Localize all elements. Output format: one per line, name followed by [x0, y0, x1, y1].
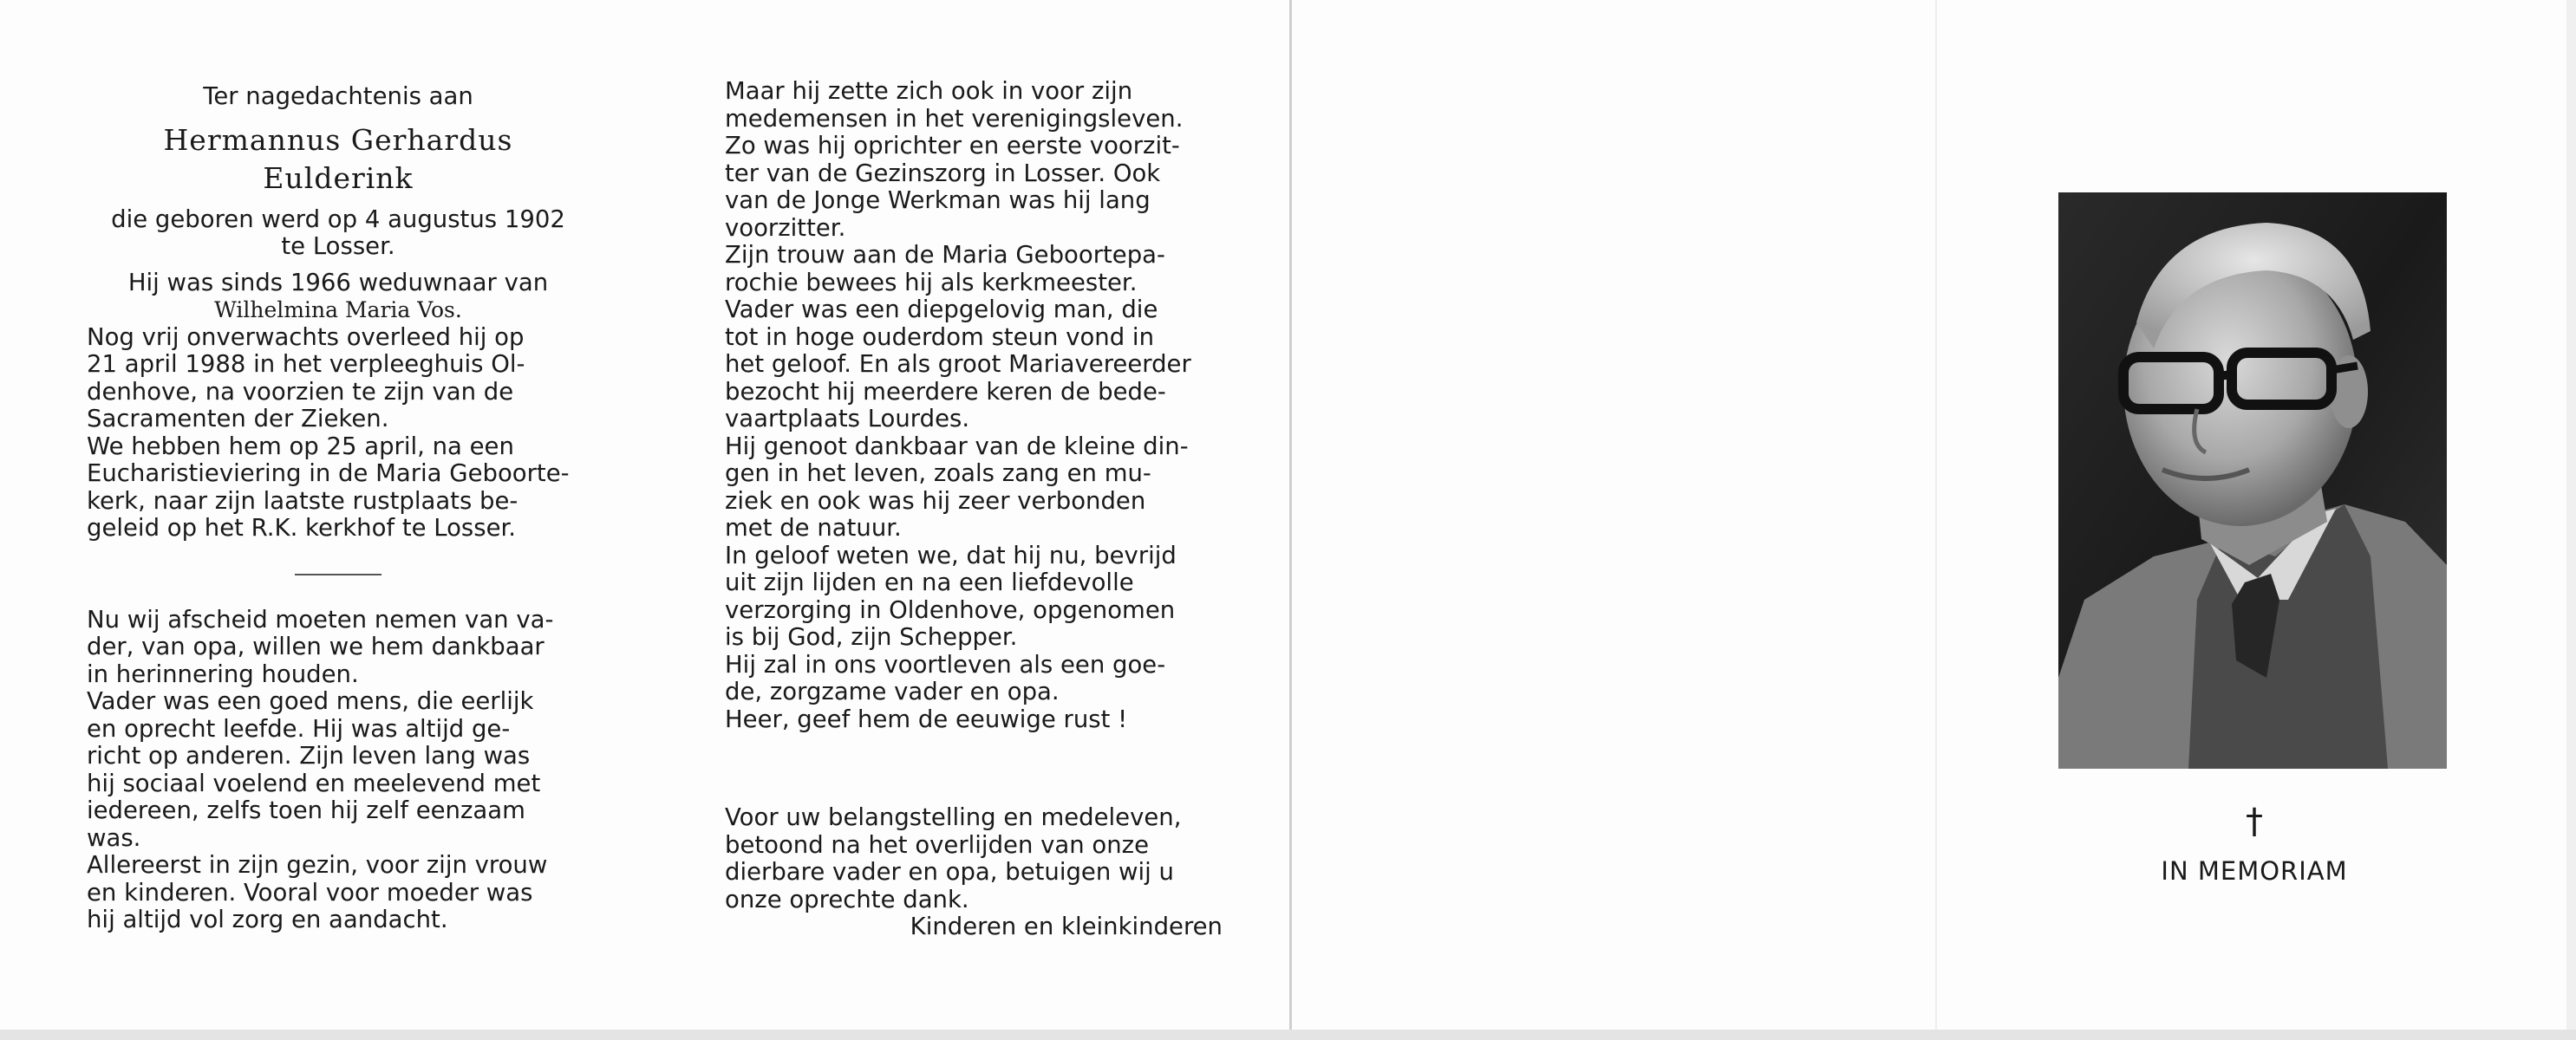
enjoy-paragraph	[725, 433, 1223, 543]
text-line: onze oprechte dank.	[725, 885, 969, 913]
text-line: Allereerst in zijn gezin, voor zijn vrouw	[87, 851, 548, 879]
text-line: het geloof. En als groot Mariavereerder	[725, 350, 1191, 378]
text-line: bezocht hij meerdere keren de bede-	[725, 377, 1166, 406]
text-line: hij sociaal voelend en meelevend met	[87, 769, 541, 797]
deceased-name-line2: Eulderink	[263, 160, 414, 195]
text-line: medemensen in het verenigingsleven.	[725, 104, 1184, 133]
birth-info	[87, 206, 590, 261]
card-right-edge	[2566, 0, 2576, 1031]
widow-info	[87, 270, 590, 324]
text-line: betoond na het overlijden van onze	[725, 830, 1150, 859]
burial-paragraph	[87, 433, 590, 543]
text-line: kerk, naar zijn laatste rustplaats be-	[87, 486, 518, 515]
deceased-name-line1: Hermannus Gerhardus	[163, 122, 513, 157]
faith-paragraph	[725, 296, 1223, 433]
text-line: Zijn trouw aan de Maria Geboortepa-	[725, 241, 1165, 269]
text-line: iedereen, zelfs toen hij zelf eenzaam	[87, 796, 525, 824]
text-line: de, zorgzame vader en opa.	[725, 678, 1060, 705]
text-line: rochie bewees hij als kerkmeester.	[725, 268, 1138, 296]
text-line: uit zijn lijden en na een liefdevolle	[725, 569, 1134, 596]
society-paragraph	[725, 78, 1223, 242]
memorial-intro: Ter nagedachtenis aan	[203, 82, 473, 110]
text-line: We hebben hem op 25 april, na een	[87, 432, 514, 460]
text-line: met de natuur.	[725, 514, 902, 542]
in-memoriam-label: IN MEMORIAM	[2161, 856, 2348, 886]
text-line: dierbare vader en opa, betuigen wij u	[725, 858, 1174, 886]
text-line: Hij genoot dankbaar van de kleine din-	[725, 432, 1189, 460]
death-paragraph	[87, 324, 590, 433]
text-line: tot in hoge ouderdom steun vond in	[725, 322, 1154, 351]
widow-line: Hij was sinds 1966 weduwnaar van	[127, 268, 549, 296]
parish-paragraph	[725, 242, 1223, 296]
middle-text-column	[725, 78, 1223, 941]
text-line: In geloof weten we, dat hij nu, bevrijd	[725, 541, 1177, 569]
text-line: richt op anderen. Zijn leven lang was	[87, 742, 531, 770]
text-line: gen in het leven, zoals zang en mu-	[725, 459, 1151, 487]
family-paragraph	[87, 852, 590, 934]
text-line: der, van opa, willen we hem dankbaar	[87, 633, 545, 660]
character-paragraph	[87, 688, 590, 852]
text-line: vaartplaats Lourdes.	[725, 405, 970, 432]
birth-place-line: te Losser.	[281, 232, 395, 260]
text-line: voorzitter.	[725, 213, 846, 242]
text-line: Vader was een goed mens, die eerlijk	[87, 687, 534, 715]
text-line: hij altijd vol zorg en aandacht.	[87, 906, 448, 933]
text-line: Eucharistieviering in de Maria Geboorte-	[87, 459, 570, 487]
text-line: en oprecht leefde. Hij was altijd ge-	[87, 714, 511, 743]
thanks-paragraph	[725, 804, 1223, 913]
text-line: Sacramenten der Zieken.	[87, 405, 389, 432]
birth-line: die geboren werd op 4 augustus 1902	[111, 205, 565, 233]
text-line: van de Jonge Werkman was hij lang	[725, 186, 1151, 214]
text-line: Nog vrij onverwachts overleed hij op	[87, 322, 525, 351]
text-line: was.	[87, 823, 141, 852]
portrait-illustration	[2058, 192, 2447, 769]
text-line: is bij God, zijn Schepper.	[725, 623, 1018, 651]
text-line: en kinderen. Vooral voor moeder was	[87, 878, 533, 907]
text-line: Vader was een diepgelovig man, die	[725, 296, 1158, 323]
farewell-paragraph	[87, 607, 590, 689]
cross-icon: †	[2246, 802, 2263, 842]
spouse-name: Wilhelmina Maria Vos.	[214, 297, 462, 322]
text-line: geleid op het R.K. kerkhof te Losser.	[87, 514, 517, 542]
card-bottom-edge	[0, 1030, 2576, 1040]
text-line: Hij zal in ons voortleven als een goe-	[725, 650, 1166, 679]
text-line: Maar hij zette zich ook in voor zijn	[725, 77, 1133, 105]
text-line: ziek en ook was hij zeer verbonden	[725, 486, 1146, 515]
belief-paragraph	[725, 543, 1223, 652]
text-line: denhove, na voorzien te zijn van de	[87, 377, 514, 406]
text-line: Zo was hij oprichter en eerste voorzit-	[725, 132, 1180, 159]
signature: Kinderen en kleinkinderen	[910, 913, 1223, 940]
text-line: Nu wij afscheid moeten nemen van va-	[87, 605, 554, 634]
card-fold-line-light	[1935, 0, 1937, 1031]
text-line: verzorging in Oldenhove, opgenomen	[725, 595, 1176, 624]
prayer-line: Heer, geef hem de eeuwige rust !	[725, 705, 1128, 733]
section-divider	[295, 574, 382, 575]
card-fold-line	[1289, 0, 1292, 1031]
left-text-column	[87, 83, 590, 934]
portrait-photo	[2058, 192, 2447, 769]
text-line: 21 april 1988 in het verpleeghuis Ol-	[87, 350, 525, 378]
text-line: in herinnering houden.	[87, 660, 359, 688]
memory-paragraph	[725, 652, 1223, 706]
text-line: ter van de Gezinszorg in Losser. Ook	[725, 159, 1161, 187]
text-line: Voor uw belangstelling en medeleven,	[725, 803, 1182, 831]
